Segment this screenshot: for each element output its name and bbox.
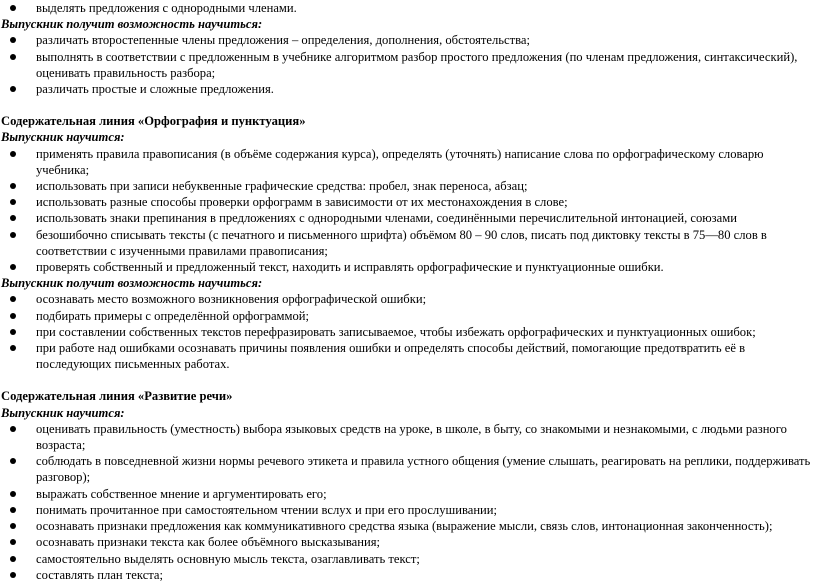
list-item (1, 486, 816, 502)
bullet-icon (10, 296, 16, 302)
bullet-icon (10, 183, 16, 189)
bullet-icon (10, 5, 16, 11)
section-label: Выпускник получит возможность научиться: (1, 17, 263, 32)
bullet-list (1, 421, 816, 583)
bullet-icon (10, 54, 16, 60)
list-item (1, 178, 816, 194)
section-heading: Содержательная линия «Развитие речи» (1, 389, 233, 404)
list-item-text: при составлении собственных текстов перефразировать записываемое, чтобы избежать орфографических и пунктуационных ошибок; (36, 324, 756, 339)
list-item-text: использовать разные способы проверки орфограмм в зависимости от их местонахождения в слове; (36, 195, 568, 210)
bullet-list (1, 0, 816, 16)
list-item-text: выполнять в соответствии с предложенным в учебнике алгоритмом разбор простого предложения (по членам предложения, синтаксический), оценивать правильность разбора; (36, 49, 798, 80)
list-item-text: безошибочно списывать тексты (с печатного и письменного шрифта) объёмом 80 – 90 слов, писать под диктовку тексты в 75—80 слов в соответствии с изученными правилами правописания; (36, 227, 767, 258)
bullet-icon (10, 539, 16, 545)
bullet-icon (10, 86, 16, 92)
list-item-text: выделять предложения с однородными членами. (36, 1, 297, 15)
section-3 (1, 275, 816, 372)
section-0 (1, 0, 816, 16)
bullet-icon (10, 199, 16, 205)
list-item (1, 49, 816, 81)
list-item-text: различать второстепенные члены предложения – определения, дополнения, обстоятельства; (36, 33, 530, 48)
list-item (1, 81, 816, 97)
section-heading: Содержательная линия «Орфография и пунктуация» (1, 114, 306, 129)
list-item (1, 421, 816, 453)
list-item (1, 0, 816, 16)
section-4 (1, 388, 816, 582)
bullet-icon (10, 151, 16, 157)
list-item (1, 518, 816, 534)
list-item-text: использовать при записи небуквенные графические средства: пробел, знак переноса, абзац; (36, 179, 528, 194)
list-item-text: самостоятельно выделять основную мысль текста, озаглавливать текст; (36, 551, 420, 566)
section-label: Выпускник получит возможность научиться: (1, 276, 263, 291)
section-2 (1, 113, 816, 275)
list-item-text: оценивать правильность (уместность) выбора языковых средств на уроке, в школе, в быту, со знакомыми и незнакомыми, с людьми разного возраста; (36, 421, 787, 453)
list-item (1, 32, 816, 48)
bullet-list (1, 32, 816, 97)
list-item-text: осознавать место возможного возникновения орфографической ошибки; (36, 292, 427, 307)
list-item (1, 567, 816, 583)
bullet-icon (10, 313, 16, 319)
bullet-icon (10, 556, 16, 562)
list-item (1, 551, 816, 567)
list-item-text: составлять план текста; (36, 567, 164, 582)
list-item (1, 502, 816, 518)
list-item (1, 291, 816, 307)
list-item-text: выражать собственное мнение и аргументировать его; (36, 486, 327, 501)
list-item (1, 324, 816, 340)
list-item (1, 259, 816, 275)
bullet-icon (10, 264, 16, 270)
list-item-text: подбирать примеры с определённой орфограммой; (36, 308, 310, 323)
bullet-icon (10, 572, 16, 578)
list-item (1, 194, 816, 210)
bullet-list (1, 146, 816, 276)
bullet-icon (10, 491, 16, 497)
list-item (1, 308, 816, 324)
bullet-icon (10, 523, 16, 529)
bullet-icon (10, 232, 16, 238)
list-item (1, 146, 816, 178)
section-label: Выпускник научится: (1, 405, 125, 420)
section-label: Выпускник научится: (1, 130, 125, 145)
list-item-text: соблюдать в повседневной жизни нормы речевого этикета и правила устного общения (умение слышать, реагировать на реплики, поддерживать разговор); (36, 454, 811, 485)
list-item (1, 227, 816, 259)
bullet-icon (10, 507, 16, 513)
list-item-text: применять правила правописания (в объёме содержания курса), определять (уточнять) написание слова по орфографическому словарю учебника; (36, 146, 764, 177)
list-item (1, 534, 816, 550)
list-item-text: осознавать признаки текста как более объёмного высказывания; (36, 535, 381, 550)
list-item (1, 210, 816, 226)
list-item-text: различать простые и сложные предложения. (36, 82, 274, 97)
list-item-text: использовать знаки препинания в предложениях с однородными членами, соединёнными перечислительной интонацией, союзами (36, 211, 737, 226)
bullet-list (1, 291, 816, 372)
bullet-icon (10, 37, 16, 43)
list-item-text: проверять собственный и предложенный текст, находить и исправлять орфографические и пунктуационные ошибки. (36, 260, 664, 275)
bullet-icon (10, 426, 16, 432)
bullet-icon (10, 458, 16, 464)
bullet-icon (10, 215, 16, 221)
list-item (1, 340, 816, 372)
bullet-icon (10, 329, 16, 335)
list-item-text: понимать прочитанное при самостоятельном чтении вслух и при его прослушивании; (36, 502, 498, 517)
list-item (1, 453, 816, 485)
section-1 (1, 16, 816, 97)
bullet-icon (10, 345, 16, 351)
list-item-text: осознавать признаки предложения как коммуникативного средства языка (выражение мысли, связь слов, интонационная законченность); (36, 519, 773, 534)
list-item-text: при работе над ошибками осознавать причины появления ошибки и определять способы действий, помогающие предотвратить её в последующих письменных работах. (36, 341, 746, 372)
